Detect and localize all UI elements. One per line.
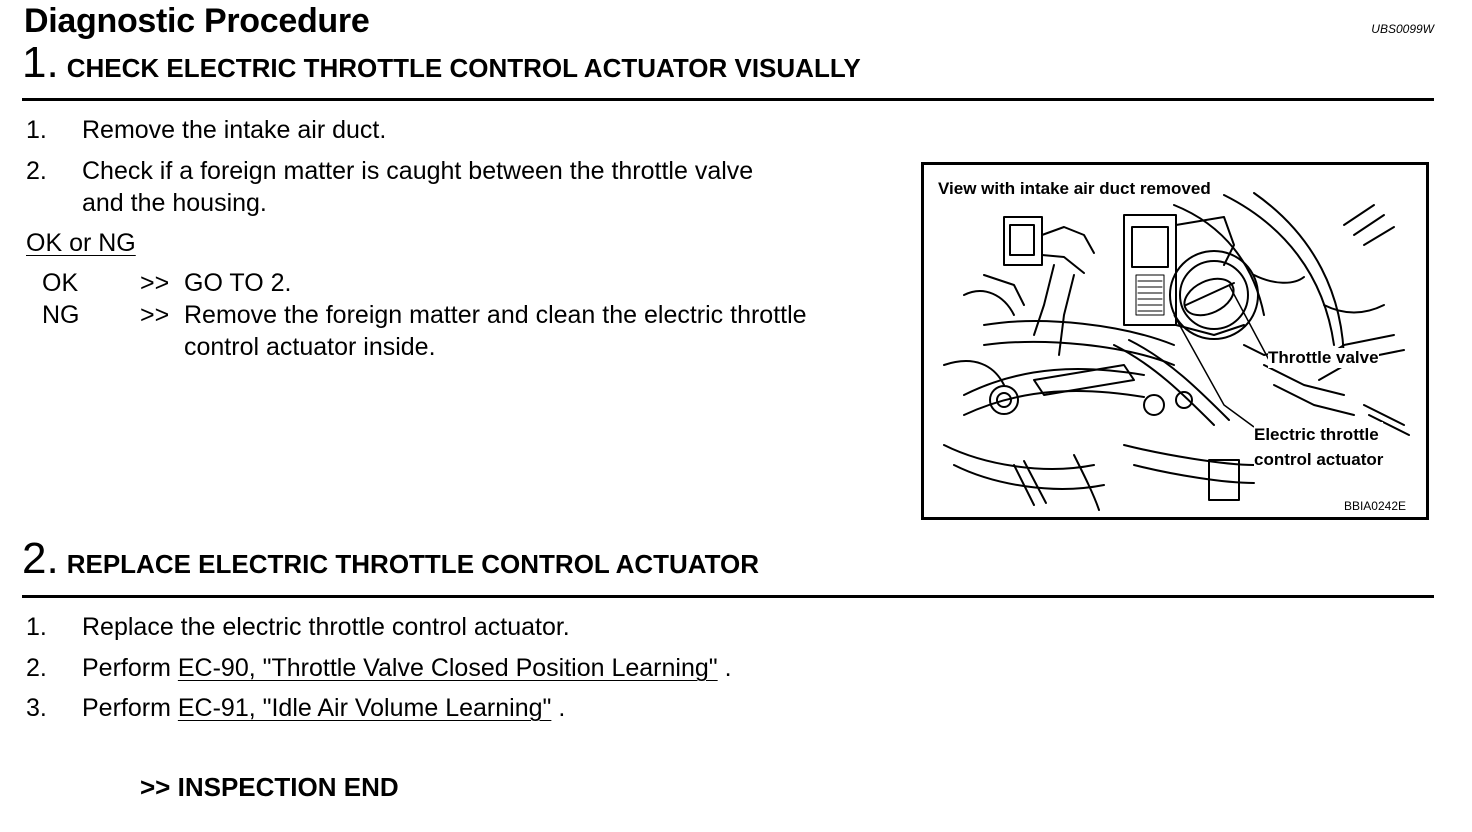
step1-number: 1. xyxy=(22,38,59,87)
figure-code: BBIA0242E xyxy=(1343,499,1406,513)
step2-item3-prefix: Perform xyxy=(82,694,178,722)
step2-item2-prefix: Perform xyxy=(82,654,178,682)
result-ok-label: OK xyxy=(42,269,79,297)
step1-item2-line1: Check if a foreign matter is caught between the throttle valve xyxy=(82,157,754,185)
result-ng-label: NG xyxy=(42,301,80,329)
throttle-body-figure xyxy=(921,162,1429,520)
inspection-end-text: INSPECTION END xyxy=(177,772,399,802)
result-ng-line2: control actuator inside. xyxy=(184,333,436,361)
throttle-valve-learning-link[interactable]: EC-90, "Throttle Valve Closed Position Learning" xyxy=(177,654,718,682)
result-ng-line1: Remove the foreign matter and clean the electric throttle xyxy=(184,301,807,329)
step1-item2-text xyxy=(82,155,904,219)
step2-item1-number: 1. xyxy=(26,613,47,641)
step1-title: CHECK ELECTRIC THROTTLE CONTROL ACTUATOR VISUALLY xyxy=(66,53,861,83)
result-ok-arrow: >> xyxy=(140,269,170,297)
idle-air-volume-learning-link[interactable]: EC-91, "Idle Air Volume Learning" xyxy=(177,694,552,722)
figure-label-actuator-line2: control actuator xyxy=(1254,450,1384,469)
ok-or-ng-label: OK or NG xyxy=(26,229,136,257)
step1-item2-number: 2. xyxy=(26,157,47,185)
procedure-title: Diagnostic Procedure xyxy=(24,2,370,40)
step1-item2-line2: and the housing. xyxy=(82,189,267,217)
step2-item2-number: 2. xyxy=(26,654,47,682)
step2-item3-text xyxy=(82,692,565,724)
step2-number: 2. xyxy=(22,534,59,583)
inspection-end-arrow: >> xyxy=(140,772,171,802)
result-ng-text xyxy=(184,299,904,363)
step1-item1-number: 1. xyxy=(26,116,47,144)
document-code: UBS0099W xyxy=(1371,22,1434,36)
figure-label-actuator-line1: Electric throttle xyxy=(1254,425,1379,444)
step2-item3-number: 3. xyxy=(26,694,47,722)
step2-item3-suffix: . xyxy=(551,694,566,722)
step1-heading xyxy=(22,38,861,88)
step2-item1-text: Replace the electric throttle control actuator. xyxy=(82,613,570,641)
step1-item1-text: Remove the intake air duct. xyxy=(82,116,387,144)
step2-item2-suffix: . xyxy=(717,654,732,682)
figure-label-actuator xyxy=(1254,422,1383,472)
step2-title: REPLACE ELECTRIC THROTTLE CONTROL ACTUATOR xyxy=(66,549,760,579)
inspection-end xyxy=(140,772,399,803)
step2-item2-text xyxy=(82,652,732,684)
result-ng-arrow: >> xyxy=(140,301,170,329)
step2-heading xyxy=(22,534,759,584)
step2-divider xyxy=(22,595,1434,598)
step1-divider xyxy=(22,98,1434,101)
figure-label-throttle-valve: Throttle valve xyxy=(1268,348,1379,367)
figure-caption: View with intake air duct removed xyxy=(938,179,1211,198)
result-ok-text: GO TO 2. xyxy=(184,269,292,297)
